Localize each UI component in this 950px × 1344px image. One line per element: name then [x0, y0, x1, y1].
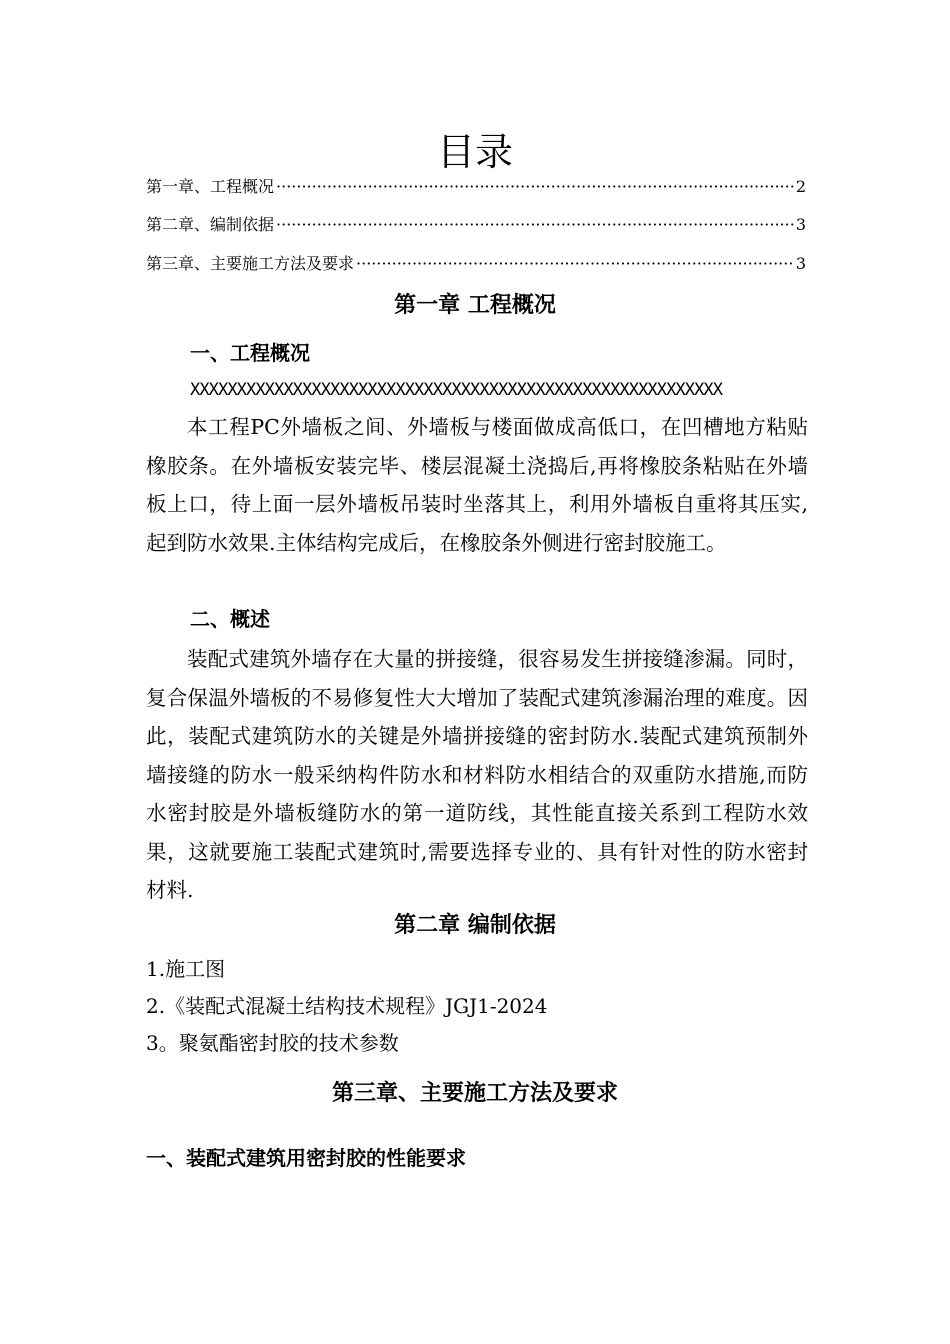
- toc-entry-chapter2[interactable]: [146, 214, 806, 236]
- basis-item: 3。聚氨酯密封胶的技术参数: [146, 1031, 399, 1055]
- toc-leader-dots: [276, 176, 794, 198]
- toc-leader-dots: [356, 253, 794, 275]
- toc-entry-label: 第一章、工程概况: [146, 177, 275, 196]
- chapter1-section1-paragraph: 本工程PC外墙板之间、外墙板与楼面做成高低口，在凹槽地方粘贴橡胶条。在外墙板安装完毕、楼层混凝土浇捣后,再将橡胶条粘贴在外墙板上口，待上面一层外墙板吊装时坐落其上，利用外墙板自重将其压实,起到防水效果.主体结构完成后，在橡胶条外侧进行密封胶施工。: [146, 415, 808, 555]
- placeholder-text: XXXXXXXXXXXXXXXXXXXXXXXXXXXXXXXXXXXXXXXXXXXXXXXXXXXXXXXXX: [190, 380, 723, 400]
- chapter2-title: 第二章 编制依据: [394, 913, 556, 938]
- toc-entry-page: 3: [795, 254, 806, 273]
- toc-entry-page: 2: [795, 177, 806, 196]
- toc-entry-page: 3: [795, 215, 806, 234]
- chapter3-section1-heading: 一、装配式建筑用密封胶的性能要求: [146, 1146, 466, 1170]
- chapter1-section2-paragraph: 装配式建筑外墙存在大量的拼接缝，很容易发生拼接缝渗漏。同时，复合保温外墙板的不易修复性大大增加了装配式建筑渗漏治理的难度。因此，装配式建筑防水的关键是外墙拼接缝的密封防水.装配式建筑预制外墙接缝的防水一般采纳构件防水和材料防水相结合的双重防水措施,而防水密封胶是外墙板缝防水的第一道防线，其性能直接关系到工程防水效果，这就要施工装配式建筑时,需要选择专业的、具有针对性的防水密封材料.: [146, 647, 808, 902]
- basis-item: 1.施工图: [146, 957, 226, 981]
- chapter1-title: 第一章 工程概况: [394, 293, 556, 318]
- basis-item: 2.《装配式混凝土结构技术规程》JGJ1-2024: [146, 994, 548, 1018]
- toc-entry-label: 第三章、主要施工方法及要求: [146, 254, 355, 273]
- chapter1-section1-heading: 一、工程概况: [190, 341, 310, 365]
- toc-title: 目录: [436, 130, 513, 174]
- chapter1-section2-heading: 二、概述: [190, 607, 270, 631]
- toc-entry-chapter1[interactable]: [146, 176, 806, 198]
- toc-entry-label: 第二章、编制依据: [146, 215, 275, 234]
- toc-entry-chapter3[interactable]: [146, 253, 806, 275]
- toc-leader-dots: [276, 214, 794, 236]
- chapter3-title: 第三章、主要施工方法及要求: [331, 1081, 618, 1106]
